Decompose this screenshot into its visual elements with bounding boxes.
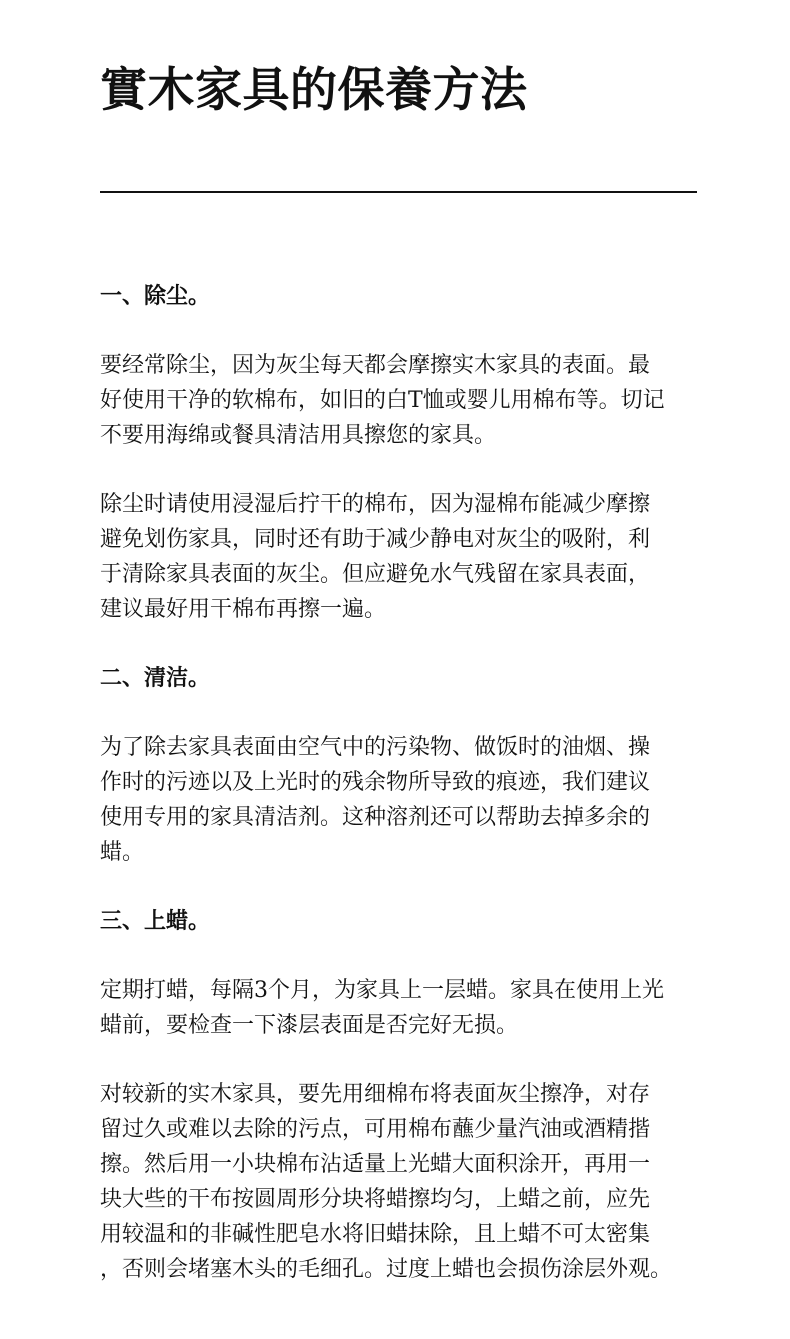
text-line: 定期打蜡，每隔3个月，为家具上一层蜡。家具在使用上光 <box>100 978 664 1003</box>
section-heading: 二、清洁。 <box>100 665 211 691</box>
text-line: 擦。然后用一小块棉布沾适量上光蜡大面积涂开，再用一 <box>100 1152 651 1177</box>
text-line: 蜡前，要检查一下漆层表面是否完好无损。 <box>100 1013 519 1038</box>
paragraph <box>100 1077 696 1287</box>
section-waxing <box>100 904 696 1287</box>
text-line: ，否则会堵塞木头的毛细孔。过度上蜡也会损伤涂层外观。 <box>100 1257 673 1282</box>
text-line: 使用专用的家具清洁剂。这种溶剂还可以帮助去掉多余的 <box>100 805 651 830</box>
text-line: 于清除家具表面的灰尘。但应避免水气残留在家具表面， <box>100 562 651 587</box>
section-heading: 一、除尘。 <box>100 283 211 309</box>
paragraph <box>100 348 696 453</box>
text-line: 留过久或难以去除的污点，可用棉布蘸少量汽油或酒精揩 <box>100 1117 651 1142</box>
section-cleaning <box>100 661 696 870</box>
text-line: 蜡。 <box>100 840 145 865</box>
article-title: 實木家具的保養方法 <box>100 63 528 118</box>
section-heading: 三、上蜡。 <box>100 908 211 934</box>
text-line: 作时的污迹以及上光时的残余物所导致的痕迹，我们建议 <box>100 770 651 795</box>
text-line: 块大些的干布按圆周形分块将蜡擦均匀，上蜡之前，应先 <box>100 1187 651 1212</box>
text-line: 用较温和的非碱性肥皂水将旧蜡抹除，且上蜡不可太密集 <box>100 1222 651 1247</box>
paragraph <box>100 730 696 870</box>
text-line: 除尘时请使用浸湿后拧干的棉布，因为湿棉布能减少摩擦 <box>100 492 651 517</box>
section-dusting <box>100 279 696 627</box>
text-line: 好使用干净的软棉布，如旧的白T恤或婴儿用棉布等。切记 <box>100 388 665 413</box>
text-line: 建议最好用干棉布再擦一遍。 <box>100 597 387 622</box>
text-line: 要经常除尘，因为灰尘每天都会摩擦实木家具的表面。最 <box>100 353 651 378</box>
article-body <box>100 279 696 1287</box>
text-line: 避免划伤家具，同时还有助于减少静电对灰尘的吸附，利 <box>100 527 651 552</box>
title-divider <box>100 191 697 193</box>
text-line: 对较新的实木家具，要先用细棉布将表面灰尘擦净，对存 <box>100 1082 651 1107</box>
paragraph <box>100 973 696 1043</box>
text-line: 为了除去家具表面由空气中的污染物、做饭时的油烟、操 <box>100 735 651 760</box>
text-line: 不要用海绵或餐具清洁用具擦您的家具。 <box>100 423 497 448</box>
paragraph <box>100 487 696 627</box>
